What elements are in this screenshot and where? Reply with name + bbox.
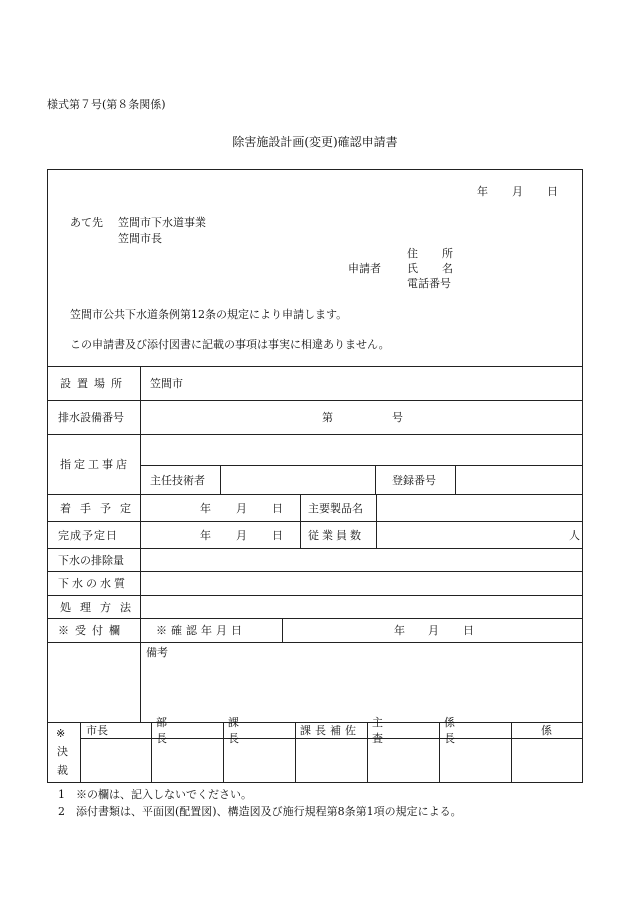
statement-truthful: この申請書及び添付図書に記載の事項は事実に相違ありません。 <box>70 338 390 351</box>
approval-label-a: 決 <box>57 745 68 758</box>
form-number: 様式第７号(第８条関係) <box>47 98 166 111</box>
complete-day: 日 <box>272 528 283 542</box>
reception-label: ※受付欄 <box>58 624 126 637</box>
note-1: 1 ※の欄は、記入しないでください。 <box>58 788 252 801</box>
confirmation-date-label: ※確認年月日 <box>156 624 246 637</box>
date-day: 日 <box>547 185 558 198</box>
date-month: 月 <box>512 185 523 198</box>
employees-label: 従業員数 <box>308 528 364 542</box>
approval-header-mayor: 市長 <box>86 724 108 737</box>
location-label: 設置場所 <box>60 377 128 390</box>
addressee-prefix: あて先 <box>70 216 103 229</box>
contractor-label: 指定工事店 <box>60 458 130 471</box>
start-year: 年 <box>200 501 211 515</box>
registration-number-label: 登録番号 <box>392 473 436 487</box>
approval-header-staff: 係 <box>541 724 552 737</box>
approval-header-inspector: 主査 <box>372 716 415 745</box>
complete-month: 月 <box>236 528 247 542</box>
completion-date-label: 完成予定日 <box>58 528 118 542</box>
address-label: 住 所 <box>407 247 453 260</box>
addressee-line1: 笠間市下水道事業 <box>118 216 206 229</box>
water-quality-label: 下水の水質 <box>58 577 128 590</box>
remarks-label: 備考 <box>146 646 168 659</box>
approval-header-director: 部長 <box>156 716 199 745</box>
note-2: 2 添付書類は、平面図(配置図)、構造図及び施行規程第8条第1項の規定による。 <box>58 805 462 818</box>
location-value: 笠間市 <box>150 377 183 390</box>
date-year: 年 <box>477 185 488 198</box>
addressee-line2: 笠間市長 <box>118 232 162 245</box>
discharge-volume-label: 下水の排除量 <box>58 553 124 567</box>
page-title: 除害施設計画(変更)確認申請書 <box>232 135 398 149</box>
name-label: 氏 名 <box>407 262 453 275</box>
approval-label-b: 裁 <box>57 764 68 777</box>
confirm-month: 月 <box>428 624 439 637</box>
start-date-label: 着手予定 <box>60 501 140 515</box>
applicant-label: 申請者 <box>348 262 381 275</box>
drainage-number-dai: 第 <box>322 411 333 424</box>
treatment-method-label: 処理方法 <box>60 600 140 614</box>
approval-header-section-chief: 課長 <box>228 716 271 745</box>
chief-engineer-label: 主任技術者 <box>150 473 205 487</box>
start-day: 日 <box>272 501 283 515</box>
start-month: 月 <box>236 501 247 515</box>
employees-unit: 人 <box>569 528 580 542</box>
drainage-number-label: 排水設備番号 <box>58 411 124 424</box>
phone-label: 電話番号 <box>407 277 451 290</box>
complete-year: 年 <box>200 528 211 542</box>
approval-header-subsection-chief: 係長 <box>444 716 487 745</box>
statement-regulation: 笠間市公共下水道条例第12条の規定により申請します。 <box>70 308 348 321</box>
approval-header-assistant-chief: 課長補佐 <box>300 724 360 737</box>
drainage-number-go: 号 <box>392 411 403 424</box>
approval-mark: ※ <box>56 727 66 740</box>
confirm-year: 年 <box>394 624 405 637</box>
confirm-day: 日 <box>463 624 474 637</box>
main-product-label: 主要製品名 <box>308 501 363 515</box>
